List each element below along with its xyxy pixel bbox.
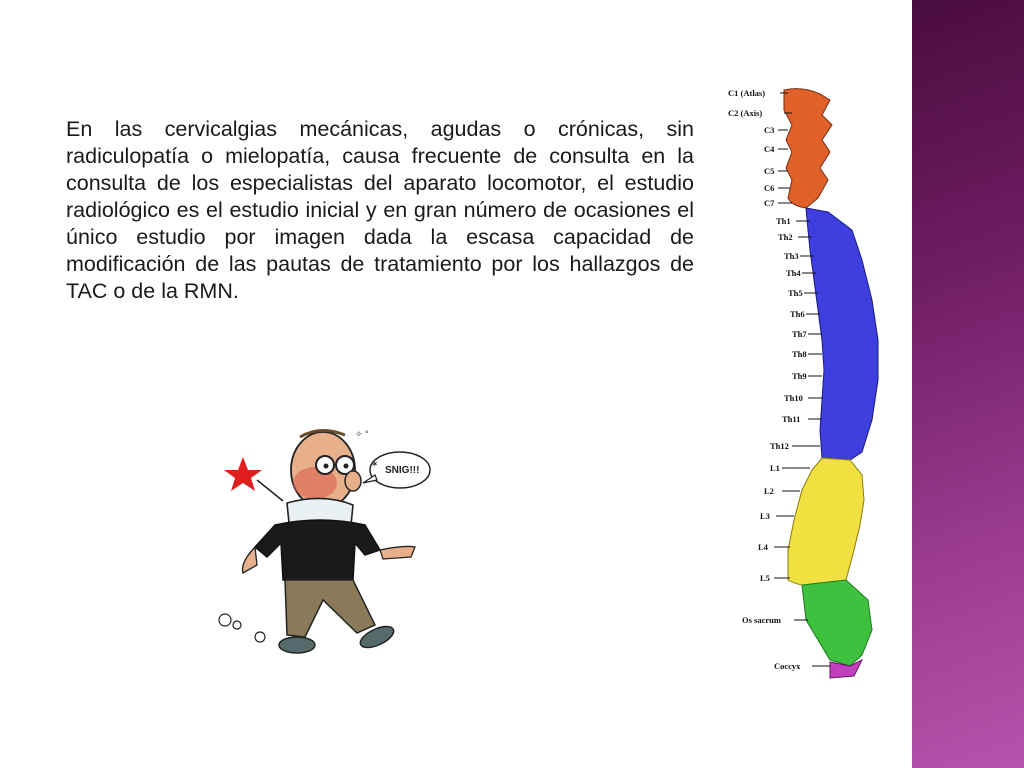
cartoon-shirt — [255, 520, 380, 584]
label-c6: C6 — [764, 183, 775, 193]
label-l1: L1 — [770, 463, 780, 473]
label-c5: C5 — [764, 166, 775, 176]
label-th8: Th8 — [792, 349, 807, 359]
label-c1: C1 (Atlas) — [728, 88, 766, 98]
label-th3: Th3 — [784, 251, 799, 261]
label-th12: Th12 — [770, 441, 789, 451]
label-l5: L5 — [760, 573, 770, 583]
side-accent-band — [912, 0, 1024, 768]
label-th11: Th11 — [782, 414, 801, 424]
label-th2: Th2 — [778, 232, 793, 242]
label-l4: L4 — [758, 542, 768, 552]
label-th1: Th1 — [776, 216, 791, 226]
label-l3: L3 — [760, 511, 770, 521]
label-c2: C2 (Axis) — [728, 108, 763, 118]
label-c7: C7 — [764, 198, 775, 208]
svg-text:✶: ✶ — [371, 459, 379, 469]
body-paragraph: En las cervicalgias mecánicas, agudas o crónicas, sin radiculopatía o mielopatía, causa frecuente de consulta en la consulta de los especialistas del aparato locomotor, el estudio radiológico es el estudio inicial y en gran número de ocasiones el único estudio por imagen dada la escasa capacidad de modificación de las pautas de tratamiento por los hallazgos de TAC o de la RMN. — [66, 117, 694, 303]
label-th6: Th6 — [790, 309, 805, 319]
label-th10: Th10 — [784, 393, 803, 403]
cartoon-pants — [285, 580, 375, 637]
label-l2: L2 — [764, 486, 774, 496]
label-sacrum: Os sacrum — [742, 615, 781, 625]
svg-text:✧ °: ✧ ° — [355, 429, 369, 439]
speech-bubble-text: SNIG!!! — [385, 465, 420, 476]
pain-star-icon — [224, 457, 262, 491]
label-coccyx: Coccyx — [774, 661, 801, 671]
label-th7: Th7 — [792, 329, 807, 339]
cartoon-illustration — [205, 415, 440, 665]
spine-diagram — [722, 80, 902, 680]
cartoon-shoe-left — [279, 637, 315, 653]
label-th4: Th4 — [786, 268, 801, 278]
sacrum-segment — [802, 580, 872, 666]
thoracic-segment — [806, 208, 878, 462]
cervical-segment — [784, 89, 832, 208]
lumbar-segment — [788, 458, 864, 586]
label-c3: C3 — [764, 125, 775, 135]
label-th5: Th5 — [788, 288, 803, 298]
label-c4: C4 — [764, 144, 775, 154]
label-th9: Th9 — [792, 371, 807, 381]
